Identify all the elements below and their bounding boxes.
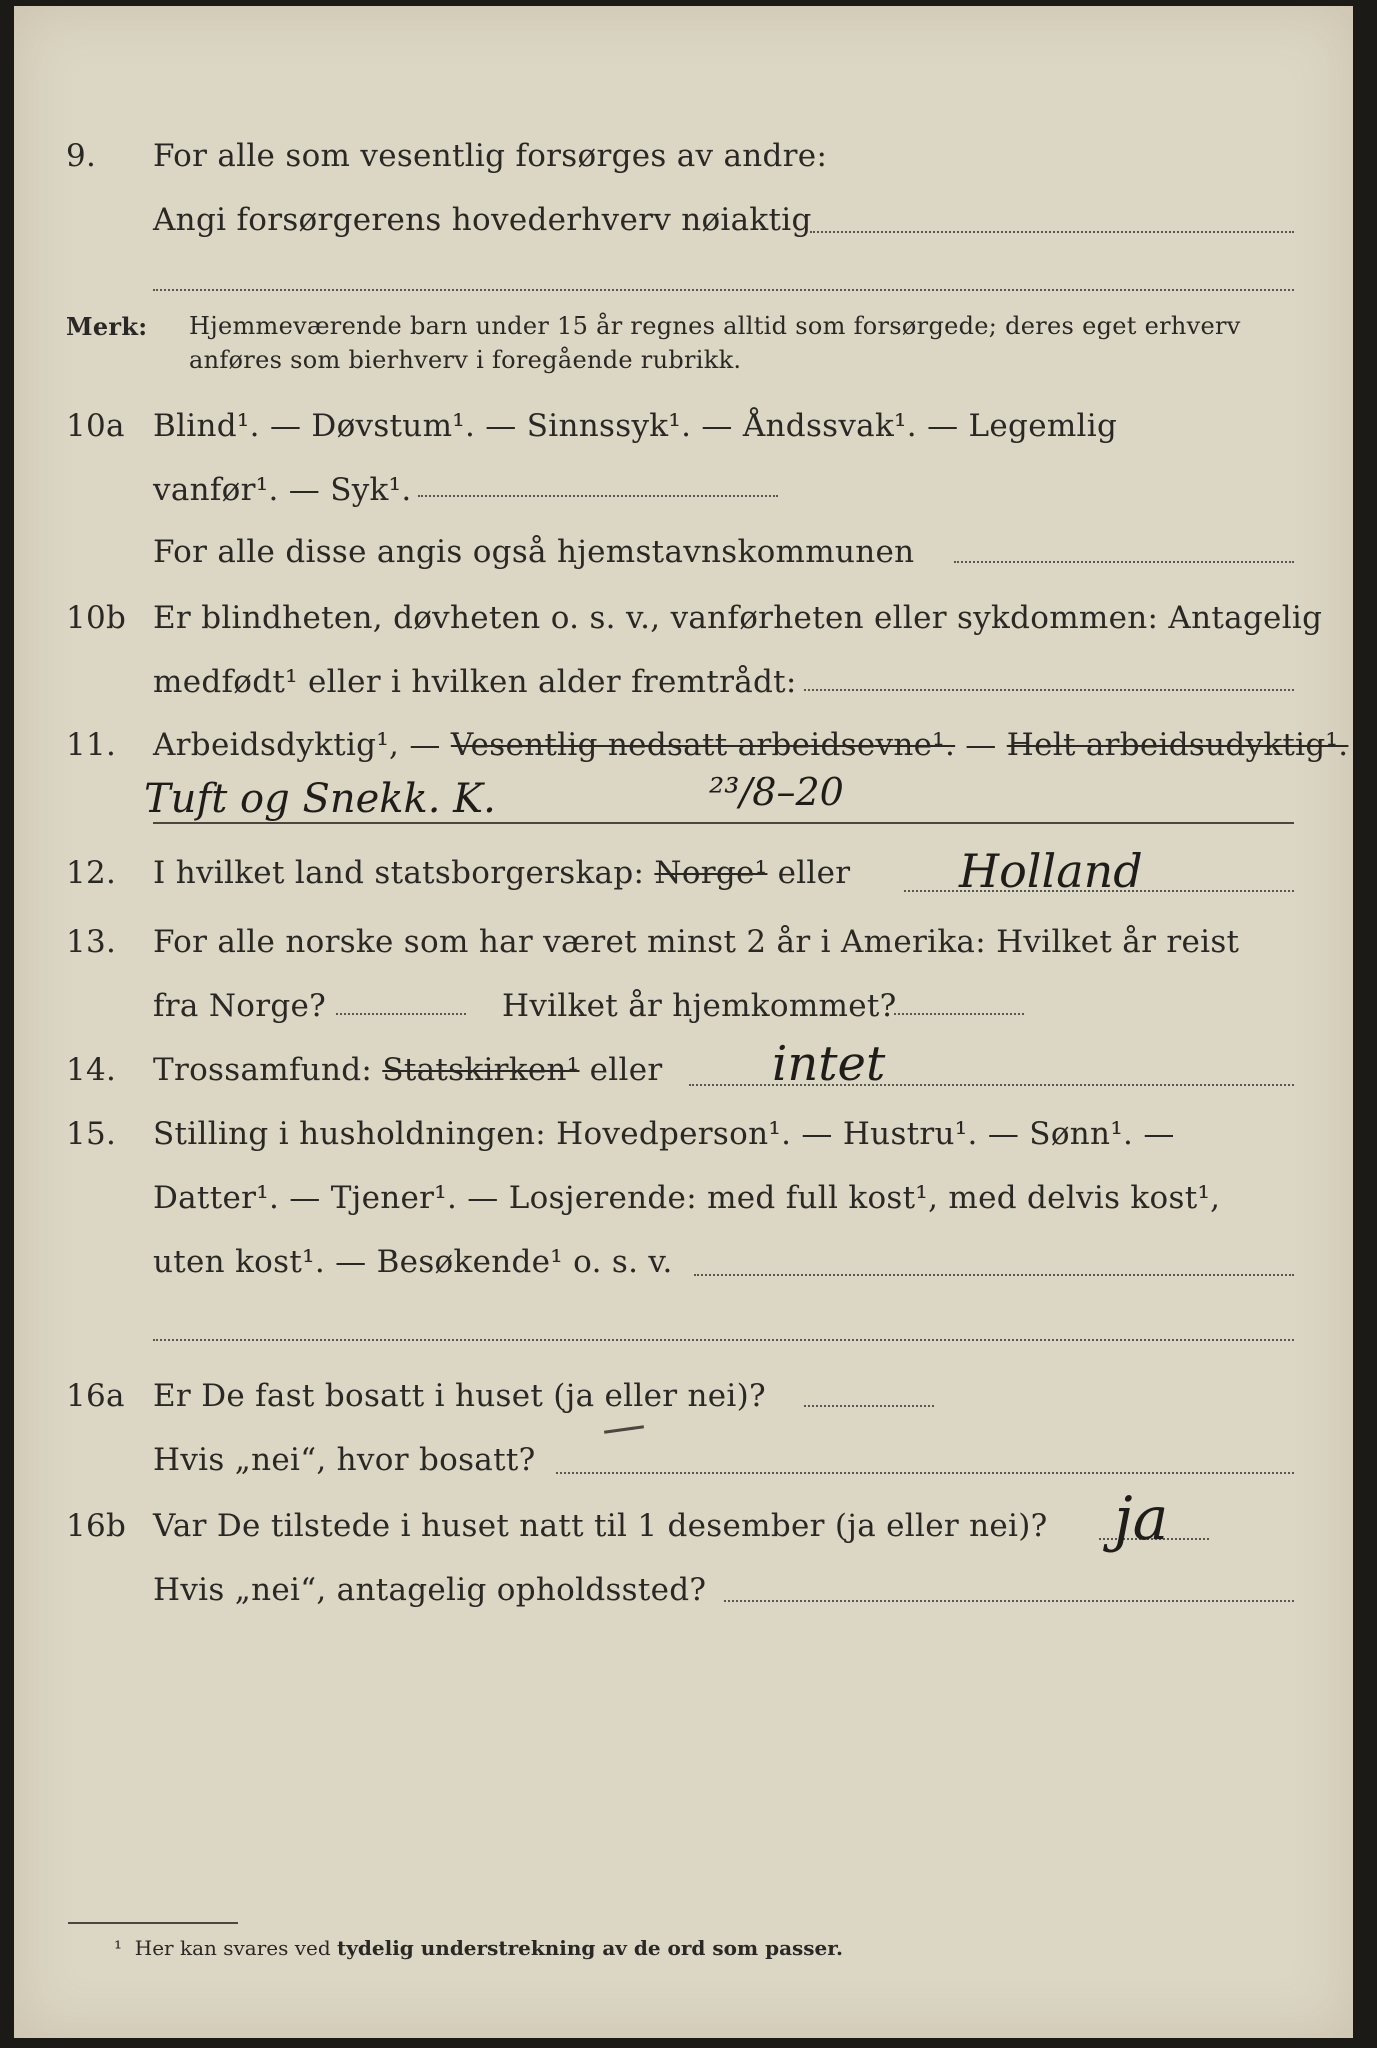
answer-line[interactable] (904, 890, 1294, 892)
answer-line[interactable] (153, 289, 1294, 291)
question-text: Hvilket år hjemkommet? (502, 988, 897, 1024)
answer-line[interactable] (694, 1274, 1294, 1276)
question-number: 11. (66, 727, 117, 763)
handwritten-dash-mark (604, 1425, 644, 1434)
question-number: 12. (66, 855, 117, 891)
question-text: For alle som vesentlig forsørges av andre: (153, 138, 828, 174)
question-text: Er blindheten, døvheten o. s. v., vanførheten eller sykdommen: Antagelig (153, 600, 1323, 636)
question-text: Datter¹. — Tjener¹. — Losjerende: med full kost¹, med delvis kost¹, (153, 1180, 1221, 1216)
question-number: 13. (66, 924, 117, 960)
question-text: Hvis „nei“, antagelig opholdssted? (153, 1572, 707, 1608)
answer-line[interactable] (894, 1013, 1024, 1015)
answer-line[interactable] (724, 1600, 1294, 1602)
census-form-page (14, 6, 1353, 2038)
handwritten-present: ja (1114, 1484, 1169, 1554)
handwritten-occupation: Tuft og Snekk. K. (144, 776, 496, 822)
question-text (153, 727, 1348, 763)
answer-line[interactable] (804, 1405, 934, 1407)
question-text: For alle disse angis også hjemstavnskommunen (153, 534, 915, 570)
note-label: Merk: (66, 312, 148, 341)
question-number: 10a (66, 408, 125, 444)
question-text: Angi forsørgerens hovederhverv nøiaktig (153, 202, 812, 238)
option-state-church-struck: Statskirken¹ (382, 1052, 580, 1088)
question-text: Er De fast bosatt i huset (ja eller nei)? (153, 1378, 766, 1414)
question-number: 16a (66, 1378, 125, 1414)
option-fit: Arbeidsdyktig¹, — (153, 727, 451, 763)
question-text: Blind¹. — Døvstum¹. — Sinnssyk¹. — Åndssvak¹. — Legemlig (153, 408, 1118, 444)
question-text: Stilling i husholdningen: Hovedperson¹. — Hustru¹. — Sønn¹. — (153, 1116, 1175, 1152)
handwritten-religion: intet (772, 1036, 886, 1092)
answer-line[interactable] (804, 689, 1294, 691)
answer-line[interactable] (954, 561, 1294, 563)
answer-line[interactable] (689, 1084, 1294, 1086)
question-text: vanfør¹. — Syk¹. (153, 472, 412, 508)
footnote-emphasis: tydelig understrekning av de ord som passer. (337, 1936, 843, 1960)
question-text: Var De tilstede i huset natt til 1 desember (ja eller nei)? (153, 1508, 1048, 1544)
footnote: ¹ Her kan svares ved tydelig understrekning av de ord som passer. (114, 1936, 843, 1960)
question-text: medfødt¹ eller i hvilken alder fremtrådt: (153, 664, 797, 700)
footnote-rule (68, 1922, 238, 1924)
handwritten-country: Holland (959, 844, 1143, 898)
question-number: 9. (66, 138, 97, 174)
question-number: 16b (66, 1508, 127, 1544)
question-number: 14. (66, 1052, 117, 1088)
note-text: anføres som bierhverv i foregående rubrikk. (189, 346, 742, 374)
question-text: I hvilket land statsborgerskap: Norge¹ eller (153, 855, 851, 891)
option-reduced-struck: Vesentlig nedsatt arbeidsevne¹. (450, 727, 956, 763)
note-text: Hjemmeværende barn under 15 år regnes alltid som forsørgede; deres eget erhverv (189, 312, 1241, 340)
option-norway-struck: Norge¹ (654, 855, 768, 891)
question-text: Trossamfund: Statskirken¹ eller (153, 1052, 663, 1088)
question-text: uten kost¹. — Besøkende¹ o. s. v. (153, 1244, 673, 1280)
handwritten-date: ²³/8–20 (709, 770, 844, 814)
question-number: 10b (66, 600, 127, 636)
question-text: For alle norske som har været minst 2 år i Amerika: Hvilket år reist (153, 924, 1240, 960)
separator: — (955, 727, 1007, 763)
question-number: 15. (66, 1116, 117, 1152)
answer-line[interactable] (336, 1013, 466, 1015)
answer-line[interactable] (153, 1339, 1294, 1341)
answer-line[interactable] (810, 231, 1294, 233)
footnote-mark: ¹ (114, 1936, 123, 1960)
question-text: Hvis „nei“, hvor bosatt? (153, 1442, 536, 1478)
answer-line[interactable] (418, 495, 778, 497)
answer-line[interactable] (153, 822, 1294, 824)
answer-line[interactable] (556, 1472, 1294, 1474)
question-text: fra Norge? (153, 988, 327, 1024)
option-unfit-struck: Helt arbeidsudyktig¹. (1006, 727, 1349, 763)
